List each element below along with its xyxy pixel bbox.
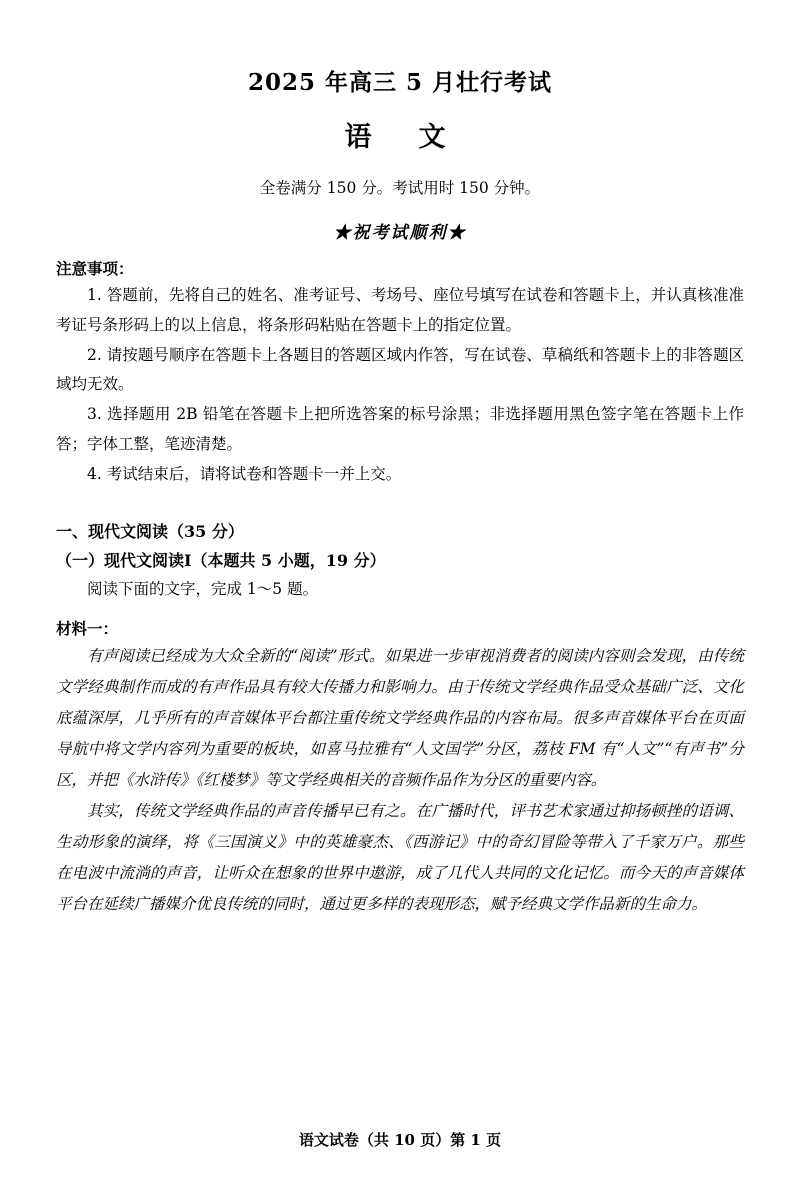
notice-item-2: 2. 请按题号顺序在答题卡上各题目的答题区域内作答，写在试卷、草稿纸和答题卡上的非答题区域均无效。 <box>56 345 744 394</box>
notice-item-4: 4. 考试结束后，请将试卷和答题卡一并上交。 <box>87 464 402 483</box>
material-paragraph-1: 有声阅读已经成为大众全新的“阅读”形式。如果进一步审视消费者的阅读内容则会发现，由传统文学经典制作而成的有声作品具有较大传播力和影响力。由于传统文学经典作品受众基础广泛、文化底蕴深厚，几乎所有的声音媒体平台都注重传统文学经典作品的内容布局。很多声音媒体平台在页面导航中将文学内容列为重要的板块，如喜马拉雅有“人文国学”分区，荔枝 FM 有“人文”“有声书”分区，并把《水浒传》《红楼梦》等文学经典相关的音频作品作为分区的重要内容。 <box>56 647 744 789</box>
good-luck-line: ★祝考试顺利★ <box>333 223 467 243</box>
notice-item-3: 3. 选择题用 2B 铅笔在答题卡上把所选答案的标号涂黑；非选择题用黑色签字笔在答题卡上作答；字体工整，笔迹清楚。 <box>56 405 744 453</box>
reading-instruction: 阅读下面的文字，完成 1～5 题。 <box>87 580 319 599</box>
section-heading-one: 一、现代文阅读（35 分） <box>56 522 244 542</box>
material-paragraph-2: 其实，传统文学经典作品的声音传播早已有之。在广播时代，评书艺术家通过抑扬顿挫的语调、生动形象的演绎，将《三国演义》中的英雄豪杰、《西游记》中的奇幻冒险等带入了千家万户。那些在电波中流淌的声音，让听众在想象的世界中遨游，成了几代人共同的文化记忆。而今天的声音媒体平台在延续广播媒介优良传统的同时，通过更多样的表现形态，赋予经典文学作品新的生命力。 <box>56 802 744 913</box>
subsection-heading-one: （一）现代文阅读Ⅰ（本题共 5 小题，19 分） <box>56 551 386 571</box>
notice-heading: 注意事项： <box>56 259 134 278</box>
score-line: 全卷满分 150 分。考试用时 150 分钟。 <box>259 179 541 197</box>
page-title: 2025 年高三 5 月壮行考试 <box>247 69 553 96</box>
notice-item-1: 1. 答题前，先将自己的姓名、准考证号、考场号、座位号填写在试卷和答题卡上，并认真核准准考证号条形码上的以上信息，将条形码粘贴在答题卡上的指定位置。 <box>56 286 744 334</box>
material-label: 材料一： <box>56 619 119 638</box>
subject-title: 语 文 <box>344 122 456 153</box>
page-footer: 语文试卷（共 10 页）第 1 页 <box>298 1131 502 1149</box>
